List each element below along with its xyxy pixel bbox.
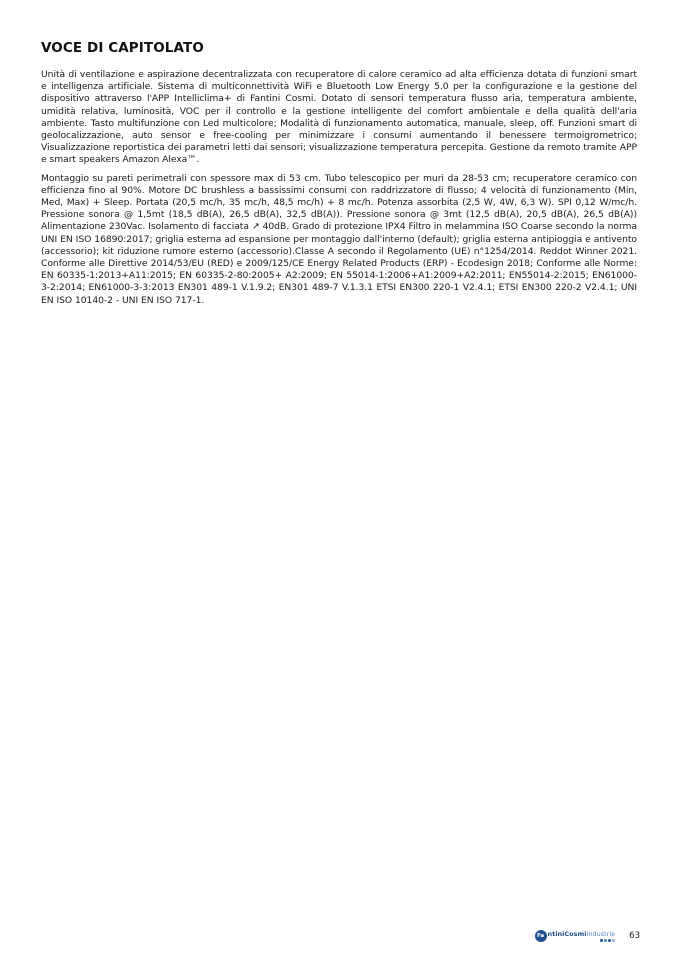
- logo-dots-icon: [599, 939, 615, 942]
- page-title: VOCE DI CAPITOLATO: [41, 40, 204, 56]
- logo-dot: [608, 939, 611, 942]
- body-text: [41, 69, 637, 313]
- logo-text: ntiniCosmiIndustrie: [547, 929, 616, 938]
- logo-dot: [604, 939, 607, 942]
- description-paragraph: Unità di ventilazione e aspirazione decentralizzata con recuperatore di calore ceramico ad alta efficienza dotata di funzioni smart e intelligenza artificiale. Sistema di multiconnettività WiFi e Bluetooth Low Energy 5.0 per la configurazione e la gestione del dispositivo attraverso l'APP Intelliclima+ di Fantini Cosmi. Dotato di sensori temperatura flusso aria, temperatura ambiente, umidità relativa, luminosità, VOC per il controllo e la gestione intelligente del comfort ambientale e della qualità dell'aria ambiente. Tasto multifunzione con Led multicolore; Modalità di funzionamento automatica, manuale, sleep, off. Funzioni smart di geolocalizzazione, auto sensor e free-cooling per minimizzare i consumi aumentando il benessere termoigrometrico; Visualizzazione reportistica dei parametri letti dai sensori; visualizzazione temperatura percepita. Gestione da remoto tramite APP e smart speakers Amazon Alexa™.: [41, 69, 637, 166]
- specifications-paragraph: Montaggio su pareti perimetrali con spessore max di 53 cm. Tubo telescopico per muri da 28-53 cm; recuperatore ceramico con efficienza fino al 90%. Motore DC brushless a bassissimi consumi con raddrizzatore di flusso; 4 velocità di funzionamento (Min, Med, Max) + Sleep. Portata (20,5 mc/h, 35 mc/h, 48,5 mc/h) + 8 mc/h. Potenza assorbita (2,5 W, 4W, 6,3 W). SPI 0,12 W/mc/h. Pressione sonora @ 1,5mt (18,5 dB(A), 26,5 dB(A), 32,5 dB(A)). Pressione sonora @ 3mt (12,5 dB(A), 20,5 dB(A), 26,5 dB(A)) Alimentazione 230Vac. Isolamento di facciata ↗ 40dB. Grado di protezione IPX4 Filtro in melammina ISO Coarse secondo la norma UNI EN ISO 16890:2017; griglia esterna ad espansione per montaggio dall'interno (default); griglia esterna antipioggia e antivento (accessorio); kit riduzione rumore esterno (accessorio).Classe A secondo il Regolamento (UE) n°1254/2014. Reddot Winner 2021. Conforme alle Direttive 2014/53/EU (RED) e 2009/125/CE Energy Related Products (ERP) - Ecodesign 2018; Conforme alle Norme: EN 60335-1:2013+A11:2015; EN 60335-2-80:2005+ A2:2009; EN 55014-1:2006+A1:2009+A2:2011; EN55014-2:2015; EN61000-3-2:2014; EN61000-3-3:2013 EN301 489-1 V.1.9.2; EN301 489-7 V.1.3.1 ETSI EN300 220-1 V2.4.1; ETSI EN300 220-2 V2.4.1; UNI EN ISO 10140-2 - UNI EN ISO 717-1.: [41, 172, 637, 306]
- page-footer: [535, 926, 640, 946]
- logo-dot: [600, 939, 603, 942]
- logo-mark-icon: Fa: [535, 930, 547, 942]
- logo-dot: [612, 939, 615, 942]
- fantini-cosmi-logo: [535, 930, 616, 942]
- page-number: 63: [629, 931, 640, 941]
